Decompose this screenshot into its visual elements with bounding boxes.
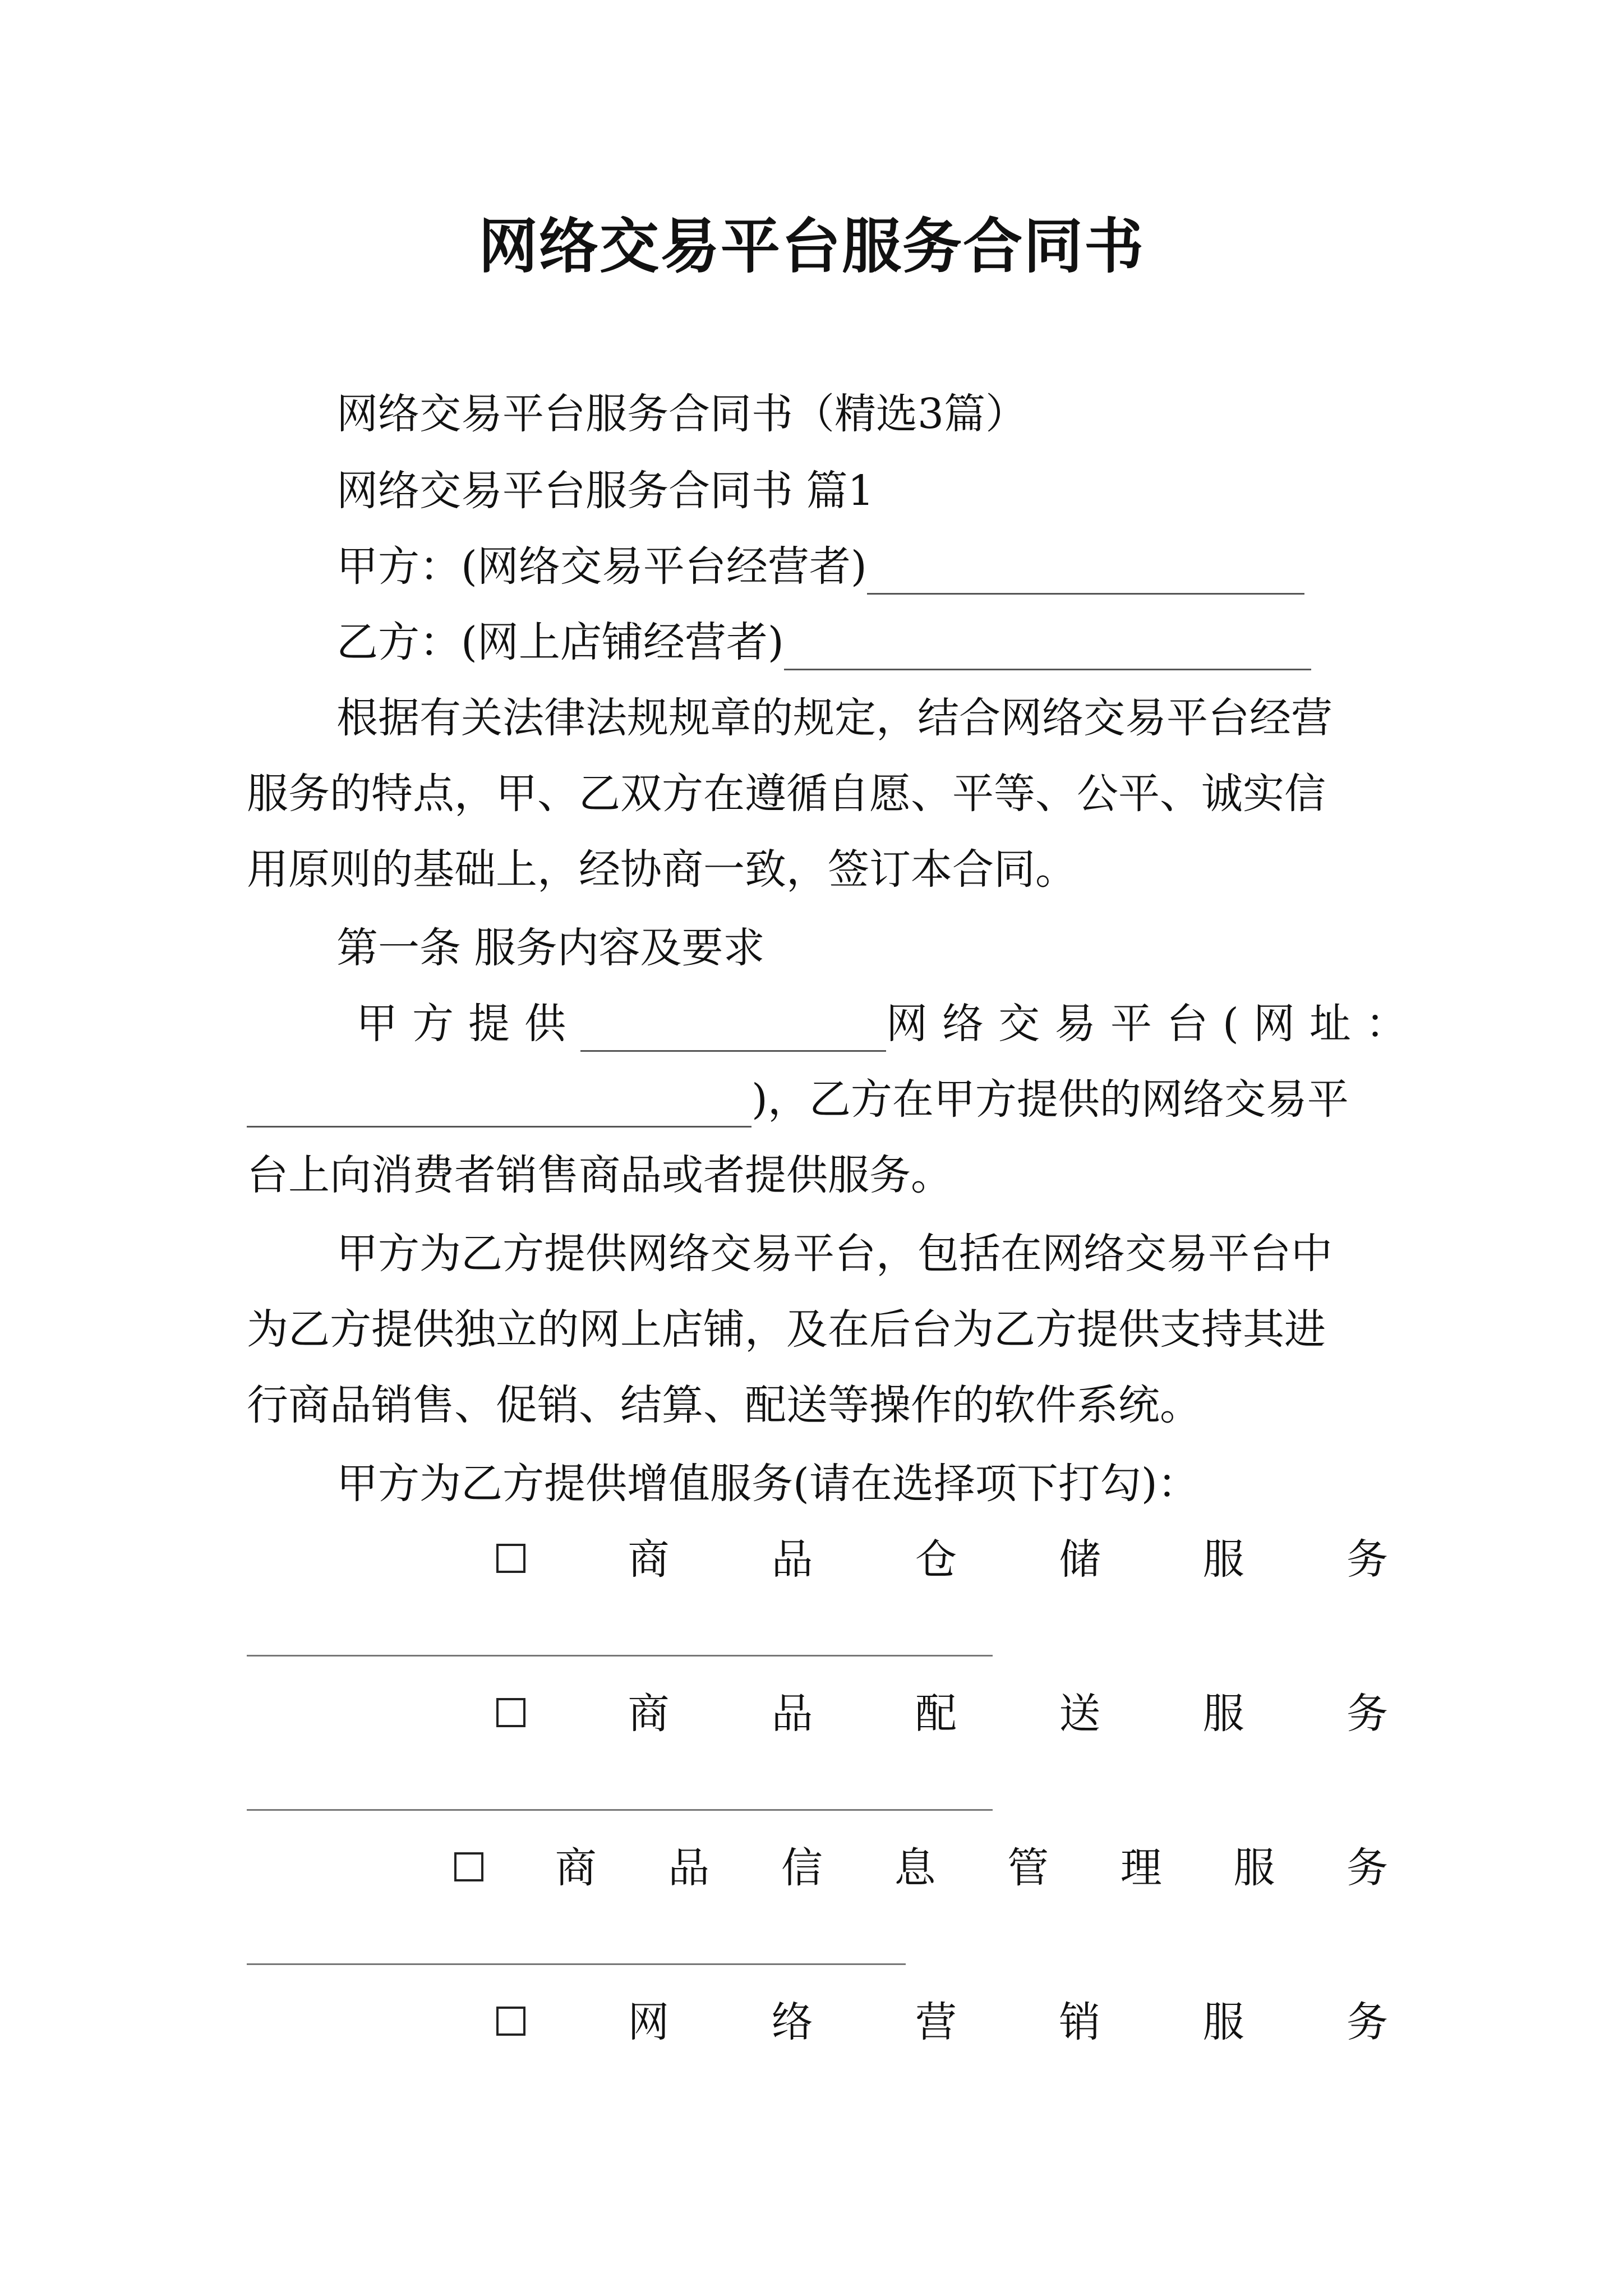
option-char: 服 <box>1202 1535 1244 1584</box>
option-char: 务 <box>1346 1998 1388 2046</box>
platform-name-blank[interactable] <box>580 1007 886 1052</box>
option-char: 信 <box>781 1844 823 1892</box>
part-heading: 网络交易平台服务合同书 篇1 <box>336 467 874 515</box>
info-management-fill-line[interactable] <box>247 1963 906 1965</box>
option-char: 络 <box>771 1998 813 2046</box>
warehouse-fill-line[interactable] <box>247 1655 993 1657</box>
paragraph-3-line-3: 行商品销售、促销、结算、配送等操作的软件系统。 <box>247 1381 1201 1429</box>
party-b-line <box>336 614 1311 670</box>
option-char: 品 <box>771 1690 813 1738</box>
option-char: 管 <box>1007 1844 1049 1892</box>
option-char: 销 <box>1059 1998 1101 2046</box>
option-char: 送 <box>1059 1690 1101 1738</box>
paragraph-2-line-2-text: )，乙方在甲方提供的网络交易平 <box>751 1075 1349 1124</box>
platform-url-label: 网络交易平台(网址： <box>886 1000 1422 1048</box>
party-a-label: 甲方：(网络交易平台经营者) <box>336 542 867 591</box>
option-char: 务 <box>1347 1844 1388 1892</box>
option-char: 品 <box>668 1844 710 1892</box>
party-a-line <box>336 539 1304 595</box>
paragraph-1-line-2: 服务的特点，甲、乙双方在遵循自愿、平等、公平、诚实信 <box>247 770 1326 818</box>
paragraph-3-line-1: 甲方为乙方提供网络交易平台，包括在网络交易平台中 <box>336 1230 1332 1278</box>
platform-url-blank[interactable] <box>247 1083 751 1128</box>
option-char: 配 <box>915 1690 957 1738</box>
option-char: 网 <box>628 1998 670 2046</box>
paragraph-2-line-2 <box>247 1071 1349 1128</box>
party-b-label: 乙方：(网上店铺经营者) <box>336 618 784 666</box>
document-title: 网络交易平台服务合同书 <box>478 211 1145 281</box>
paragraph-1-line-3: 用原则的基础上，经协商一致，签订本合同。 <box>247 845 1077 894</box>
option-char: 务 <box>1346 1690 1388 1738</box>
marketing-checkbox[interactable] <box>496 2007 525 2036</box>
option-char: 品 <box>771 1535 813 1584</box>
option-char: 服 <box>1202 1690 1244 1738</box>
delivery-checkbox[interactable] <box>496 1698 525 1727</box>
option-info-management <box>454 1840 1388 1896</box>
option-char: 理 <box>1120 1844 1162 1892</box>
paragraph-2-line-3: 台上向消费者销售商品或者提供服务。 <box>247 1151 952 1199</box>
provide-label: 甲方提供 <box>356 1000 580 1048</box>
party-a-blank[interactable] <box>867 550 1304 595</box>
option-char: 息 <box>894 1844 936 1892</box>
subtitle: 网络交易平台服务合同书（精选3篇） <box>336 390 1027 438</box>
option-char: 务 <box>1346 1535 1388 1584</box>
option-char: 服 <box>1202 1998 1244 2046</box>
warehouse-checkbox[interactable] <box>496 1544 525 1573</box>
info-management-checkbox[interactable] <box>454 1852 483 1881</box>
option-delivery <box>496 1686 1388 1742</box>
delivery-fill-line[interactable] <box>247 1809 993 1811</box>
option-marketing <box>496 1994 1388 2050</box>
paragraph-2-line-1 <box>356 996 1422 1052</box>
option-char: 商 <box>628 1535 670 1584</box>
option-char: 营 <box>915 1998 957 2046</box>
option-char: 商 <box>628 1690 670 1738</box>
option-char: 储 <box>1059 1535 1101 1584</box>
option-warehouse <box>496 1531 1388 1588</box>
paragraph-4-line-1: 甲方为乙方提供增值服务(请在选择项下打勾)： <box>336 1460 1199 1508</box>
paragraph-1-line-1: 根据有关法律法规规章的规定，结合网络交易平台经营 <box>336 694 1332 742</box>
article-1-heading: 第一条 服务内容及要求 <box>336 924 765 972</box>
party-b-blank[interactable] <box>784 626 1311 670</box>
option-char: 服 <box>1233 1844 1275 1892</box>
paragraph-3-line-2: 为乙方提供独立的网上店铺，及在后台为乙方提供支持其进 <box>247 1305 1326 1354</box>
option-char: 仓 <box>915 1535 957 1584</box>
option-char: 商 <box>555 1844 597 1892</box>
